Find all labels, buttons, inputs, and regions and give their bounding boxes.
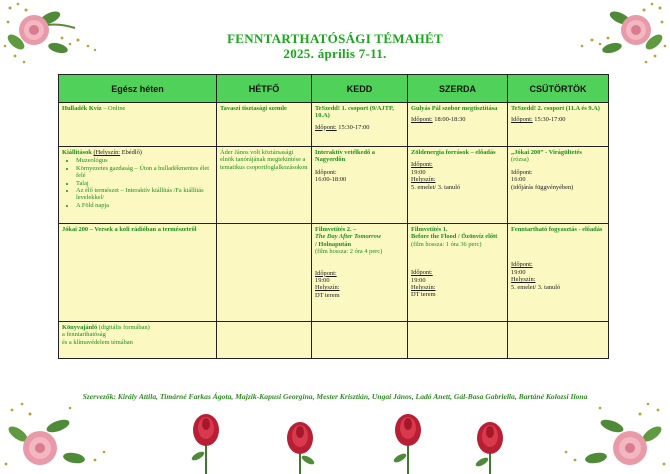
exhibition-list: [62, 157, 213, 209]
rose-1: [190, 414, 219, 474]
cell-monday-row1: Tavaszi tisztasági szemle: [217, 103, 312, 147]
organizers-credit: Szervezők: Király Attila, Timárné Farkas Ágota, Majzik-Kapusi Georgina, Mester Krisztián, Ungai János, Ladó Anett, Gál-Basa Gabriella, Bartáné Kolozsi Ilona: [82, 392, 588, 401]
page-title: FENNTARTHATÓSÁGI TÉMAHÉT: [227, 31, 443, 46]
page-date: 2025. április 7-11.: [283, 46, 387, 61]
schedule-table: [58, 74, 609, 359]
column-header-thursday: CSÜTÖRTÖK: [508, 75, 609, 103]
table-row: [59, 322, 609, 359]
rose-row-decoration: [110, 408, 560, 474]
cell-all-week-row4: Könyvajánló (digitális formában) a fenntarthatóság és a klímavédelem témában: [59, 322, 217, 359]
column-header-all-week: Egész héten: [59, 75, 217, 103]
rose-4: [474, 422, 503, 474]
cell-monday-row2: Áder János volt köztársasági elnök tanórájának megtekintése a tematikus csoportfoglalkozásokon: [217, 147, 312, 224]
cell-all-week-row2: Kiállítások (Helyszín: Ebédlő) • Muzeológus • Környezetes gazdaság – Úton a hulladékmentes élet felé • Talaj • Az élő természet – Interaktív kiállítás /Fa kiállítás levelekkel/ • A Föld napja: [59, 147, 217, 224]
list-item: • Környezetes gazdaság – Úton a hulladékmentes élet felé: [76, 165, 213, 180]
cell-thursday-row4: [508, 322, 609, 359]
rose-2: [287, 422, 316, 474]
cell-all-week-row1: Hulladék Kvíz – Online: [59, 103, 217, 147]
column-header-tuesday: KEDD: [312, 75, 408, 103]
rose-3: [392, 414, 421, 474]
floral-decoration-bottom-left: [0, 400, 120, 474]
cell-monday-row3: [217, 224, 312, 322]
cell-tuesday-row3: Filmvetítés 2. – The Day After Tomorrow / Holnapután (film hossza: 2 óra 4 perc) Időpont: 19:00 Helyszín: DT terem: [312, 224, 408, 322]
table-row: [59, 103, 609, 147]
cell-tuesday-row4: [312, 322, 408, 359]
cell-tuesday-row1: TeSzedd! 1. csoport (9/AJTP, 10.A) Időpont: 15:30-17:00: [312, 103, 408, 147]
cell-tuesday-row2: Interaktív vetélkedő a Nagyerdőn Időpont: 16:00-18:00: [312, 147, 408, 224]
table-row: [59, 224, 609, 322]
cell-thursday-row3: Fenntartható fogyasztás - előadás Időpont: 19:00 Helyszín: 5. emelet/ 3. tanuló: [508, 224, 609, 322]
column-header-monday: HÉTFŐ: [217, 75, 312, 103]
cell-wednesday-row3: Filmvetítés 1. Before the Flood / Özönvíz előtt (film hossza: 1 óra 36 perc) Időpont: 19:00 Helyszín: DT terem: [408, 224, 508, 322]
floral-decoration-bottom-right: [550, 400, 670, 474]
cell-all-week-row3: Jókai 200 – Versek a koli rádióban a természetről: [59, 224, 217, 322]
column-header-wednesday: SZERDA: [408, 75, 508, 103]
cell-thursday-row2: „Jókai 200” - Virágültetés (rózsa) Időpont: 16:00 (időjárás függvényében): [508, 147, 609, 224]
list-item: • Talaj: [76, 180, 213, 187]
list-item: • Az élő természet – Interaktív kiállítás /Fa kiállítás levelekkel/: [76, 187, 213, 202]
cell-monday-row4: [217, 322, 312, 359]
table-header-row: [59, 75, 609, 103]
list-item: • A Föld napja: [76, 202, 213, 209]
cell-wednesday-row1: Gulyás Pál szobor megtisztítása Időpont: 18:00-18:30: [408, 103, 508, 147]
table-row: [59, 147, 609, 224]
cell-wednesday-row2: Zöldenergia források – előadás Időpont: 19:00 Helyszín: 5. emelet/ 3. tanuló: [408, 147, 508, 224]
cell-thursday-row1: TeSzedd! 2. csoport (11.A és 9.A) Időpont: 15:30-17:00: [508, 103, 609, 147]
cell-wednesday-row4: [408, 322, 508, 359]
list-item: • Muzeológus: [76, 157, 213, 164]
